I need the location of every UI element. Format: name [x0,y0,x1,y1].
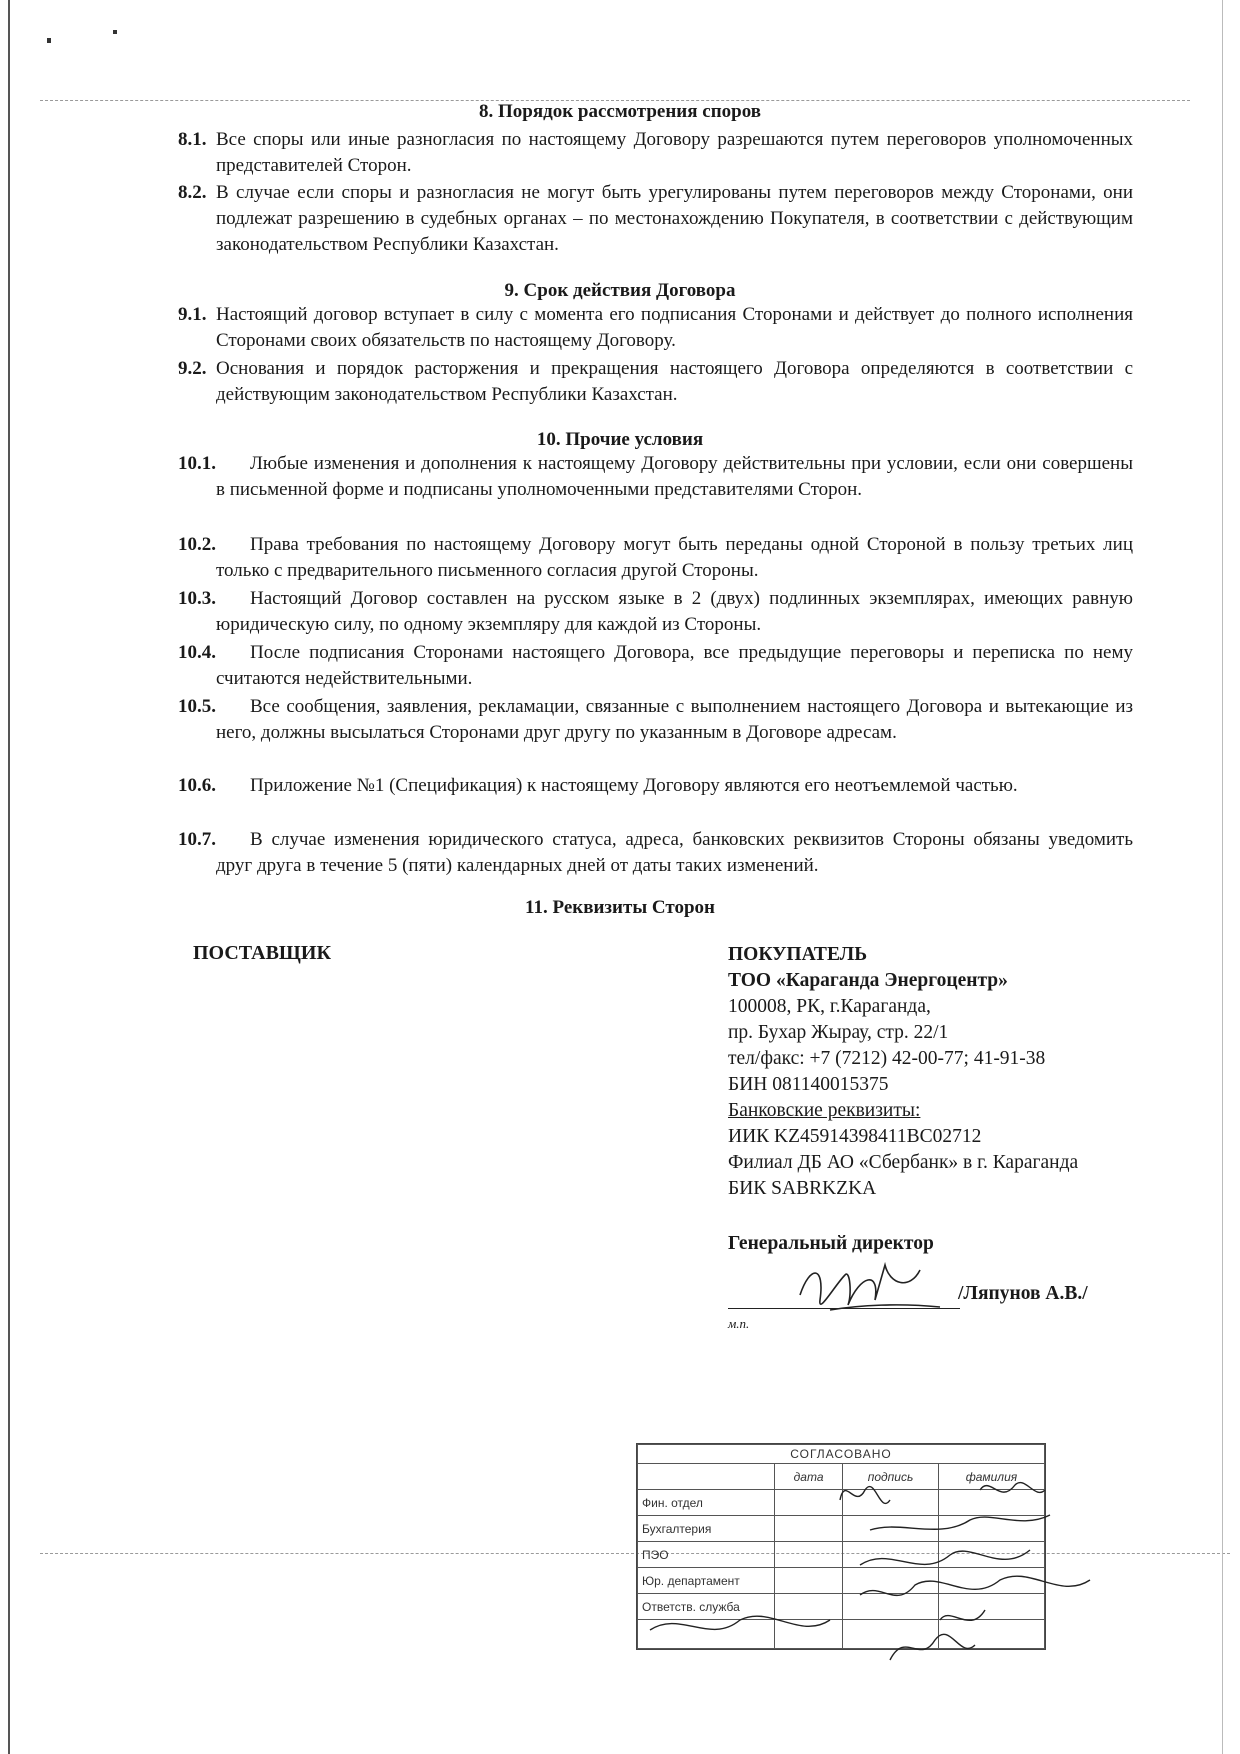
clause-number: 10.1. [178,453,216,474]
director-signature [790,1255,960,1325]
clause-9-1 [178,302,1133,354]
clause-8-2 [178,180,1133,258]
clause-10-7 [178,827,1133,879]
clause-text: Основания и порядок расторжения и прекращения настоящего Договора определяются в соответствии с действующим законодательством Республики Казахстан. [216,358,1133,405]
buyer-company: ТОО «Караганда Энергоцентр» [728,970,1008,991]
clause-10-6 [178,773,1133,799]
clause-10-2 [178,532,1133,584]
section-10-title: 10. Прочие условия [536,429,704,450]
approval-col-signature: подпись [843,1464,939,1490]
section-8-title: 8. Порядок рассмотрения споров [478,101,762,122]
clause-text: Настоящий Договор составлен на русском языке в 2 (двух) подлинных экземплярах, имеющих равную юридическую силу, по одному экземпляру для каждой из Стороны. [216,588,1133,635]
clause-text: Все споры или иные разногласия по настоящему Договору разрешаются путем переговоров уполномоченных представителей Сторон. [216,129,1133,176]
clause-text: Приложение №1 (Спецификация) к настоящему Договору являются его неотъемлемой частью. [250,775,1018,796]
approval-row-label: Бухгалтерия [638,1516,775,1542]
clause-number: 9.1. [178,304,207,325]
approval-row-label: Ответств. служба [638,1594,775,1620]
clause-text: В случае изменения юридического статуса, адреса, банковских реквизитов Стороны обязаны уведомить друг друга в течение 5 (пяти) календарных дней от даты таких изменений. [216,829,1133,876]
clause-10-1 [178,451,1133,503]
approval-row-label: ПЭО [638,1542,775,1568]
clause-text: После подписания Сторонами настоящего Договора, все предыдущие переговоры и переписка по нему считаются недействительными. [216,642,1133,689]
clause-text: В случае если споры и разногласия не могут быть урегулированы путем переговоров между Сторонами, они подлежат разрешению в судебных органах – по местонахождению Покупателя, в соответствии с действующим законодательством Республики Казахстан. [216,182,1133,255]
clause-number: 8.2. [178,182,207,203]
director-title: Генеральный директор [728,1233,934,1254]
approval-row-label: Юр. департамент [638,1568,775,1594]
approval-col-surname: фамилия [938,1464,1044,1490]
section-11-title: 11. Реквизиты Сторон [525,897,715,918]
approval-col-date: дата [775,1464,843,1490]
clause-number: 10.4. [178,642,216,663]
scan-dot [113,30,117,34]
clause-number: 10.3. [178,588,216,609]
supplier-label: ПОСТАВЩИК [193,942,331,964]
scan-dot [47,38,51,43]
clause-8-1 [178,127,1133,179]
clause-number: 10.2. [178,534,216,555]
clause-text: Любые изменения и дополнения к настоящему Договору действительны при условии, если они совершены в письменной форме и подписаны уполномоченными представителями Сторон. [216,453,1133,500]
clause-number: 8.1. [178,129,207,150]
approval-signatures [640,1470,1110,1670]
clause-10-5 [178,694,1133,746]
seal-place-label: м.п. [728,1316,750,1331]
clause-number: 9.2. [178,358,207,379]
buyer-phone: тел/факс: +7 (7212) 42-00-77; 41-91-38 [728,1048,1046,1069]
approval-stamp-title: СОГЛАСОВАНО [638,1445,1045,1464]
clause-number: 10.7. [178,829,216,850]
clause-text: Все сообщения, заявления, рекламации, связанные с выполнением настоящего Договора и вытекающие из него, должны высылаться Сторонами друг другу по указанным в Договоре адресам. [216,696,1133,743]
approval-row-label: Фин. отдел [638,1490,775,1516]
clause-text: Настоящий договор вступает в силу с момента его подписания Сторонами и действует до полного исполнения Сторонами своих обязательств по настоящему Договору. [216,304,1133,351]
clause-number: 10.6. [178,775,216,796]
buyer-label: ПОКУПАТЕЛЬ [728,944,868,965]
buyer-details [728,942,1148,1202]
signatory-name: /Ляпунов А.В./ [958,1283,1088,1304]
buyer-bin: БИН 081140015375 [728,1074,889,1095]
buyer-iik: ИИК KZ45914398411BC02712 [728,1126,982,1147]
clause-number: 10.5. [178,696,216,717]
section-9-title: 9. Срок действия Договора [504,280,736,301]
buyer-bik: БИК SABRKZKA [728,1178,877,1199]
buyer-address-line-2: пр. Бухар Жырау, стр. 22/1 [728,1022,949,1043]
clause-10-4 [178,640,1133,692]
signature-line [728,1308,960,1309]
clause-10-3 [178,586,1133,638]
scan-edge-mark [1222,0,1223,1754]
buyer-bank: Филиал ДБ АО «Сбербанк» в г. Караганда [728,1152,1079,1173]
scan-edge-line [8,0,10,1754]
buyer-address-line-1: 100008, РК, г.Караганда, [728,996,931,1017]
clause-9-2 [178,356,1133,408]
buyer-bank-heading: Банковские реквизиты: [728,1100,921,1121]
clause-text: Права требования по настоящему Договору могут быть переданы одной Стороной в пользу третьих лиц только с предварительного письменного согласия другой Стороны. [216,534,1133,581]
